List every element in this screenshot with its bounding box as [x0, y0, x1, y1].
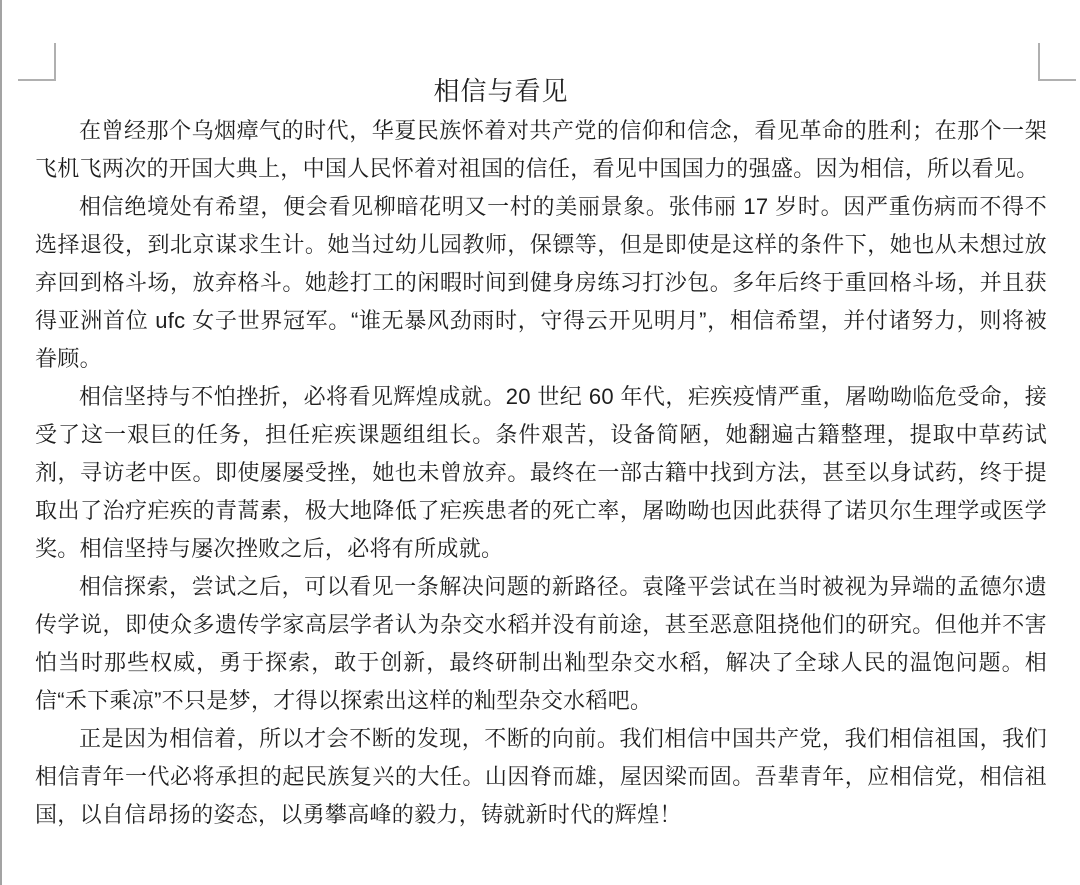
document-text-area[interactable] [35, 70, 1047, 834]
document-title: 相信与看见 [433, 76, 569, 106]
paragraph: 相信绝境处有希望，便会看见柳暗花明又一村的美丽景象。张伟丽 17 岁时。因严重伤病而不得不选择退役，到北京谋求生计。她当过幼儿园教师，保镖等，但是即使是这样的条件下，她也从未想过放弃回到格斗场，放弃格斗。她趁打工的闲暇时间到健身房练习打沙包。多年后终于重回格斗场，并且获得亚洲首位 ufc 女子世界冠军。“谁无暴风劲雨时，守得云开见明月”，相信希望，并付诸努力，则将被眷顾。 [35, 194, 1047, 371]
paragraph: 正是因为相信着，所以才会不断的发现，不断的向前。我们相信中国共产党，我们相信祖国，我们相信青年一代必将承担的起民族复兴的大任。山因脊而雄，屋因梁而固。吾辈青年，应相信党，相信祖国，以自信昂扬的姿态，以勇攀高峰的毅力，铸就新时代的辉煌！ [35, 726, 1047, 827]
document-body [35, 112, 1047, 834]
paragraph: 在曾经那个乌烟瘴气的时代，华夏民族怀着对共产党的信仰和信念，看见革命的胜利；在那个一架飞机飞两次的开国大典上，中国人民怀着对祖国的信任，看见中国国力的强盛。因为相信，所以看见。 [35, 118, 1047, 181]
paragraph: 相信坚持与不怕挫折，必将看见辉煌成就。20 世纪 60 年代，疟疾疫情严重，屠呦呦临危受命，接受了这一艰巨的任务，担任疟疾课题组组长。条件艰苦，设备简陋，她翻遍古籍整理，提取中草药试剂，寻访老中医。即使屡屡受挫，她也未曾放弃。最终在一部古籍中找到方法，甚至以身试药，终于提取出了治疗疟疾的青蒿素，极大地降低了疟疾患者的死亡率，屠呦呦也因此获得了诺贝尔生理学或医学奖。相信坚持与屡次挫败之后，必将有所成就。 [35, 384, 1047, 561]
page-edge-line [0, 0, 2, 885]
paragraph: 相信探索，尝试之后，可以看见一条解决问题的新路径。袁隆平尝试在当时被视为异端的孟德尔遗传学说，即使众多遗传学家高层学者认为杂交水稻并没有前途，甚至恶意阻挠他们的研究。但他并不害怕当时那些权威，勇于探索，敢于创新，最终研制出籼型杂交水稻，解决了全球人民的温饱问题。相信“禾下乘凉”不只是梦，才得以探索出这样的籼型杂交水稻吧。 [35, 574, 1047, 713]
